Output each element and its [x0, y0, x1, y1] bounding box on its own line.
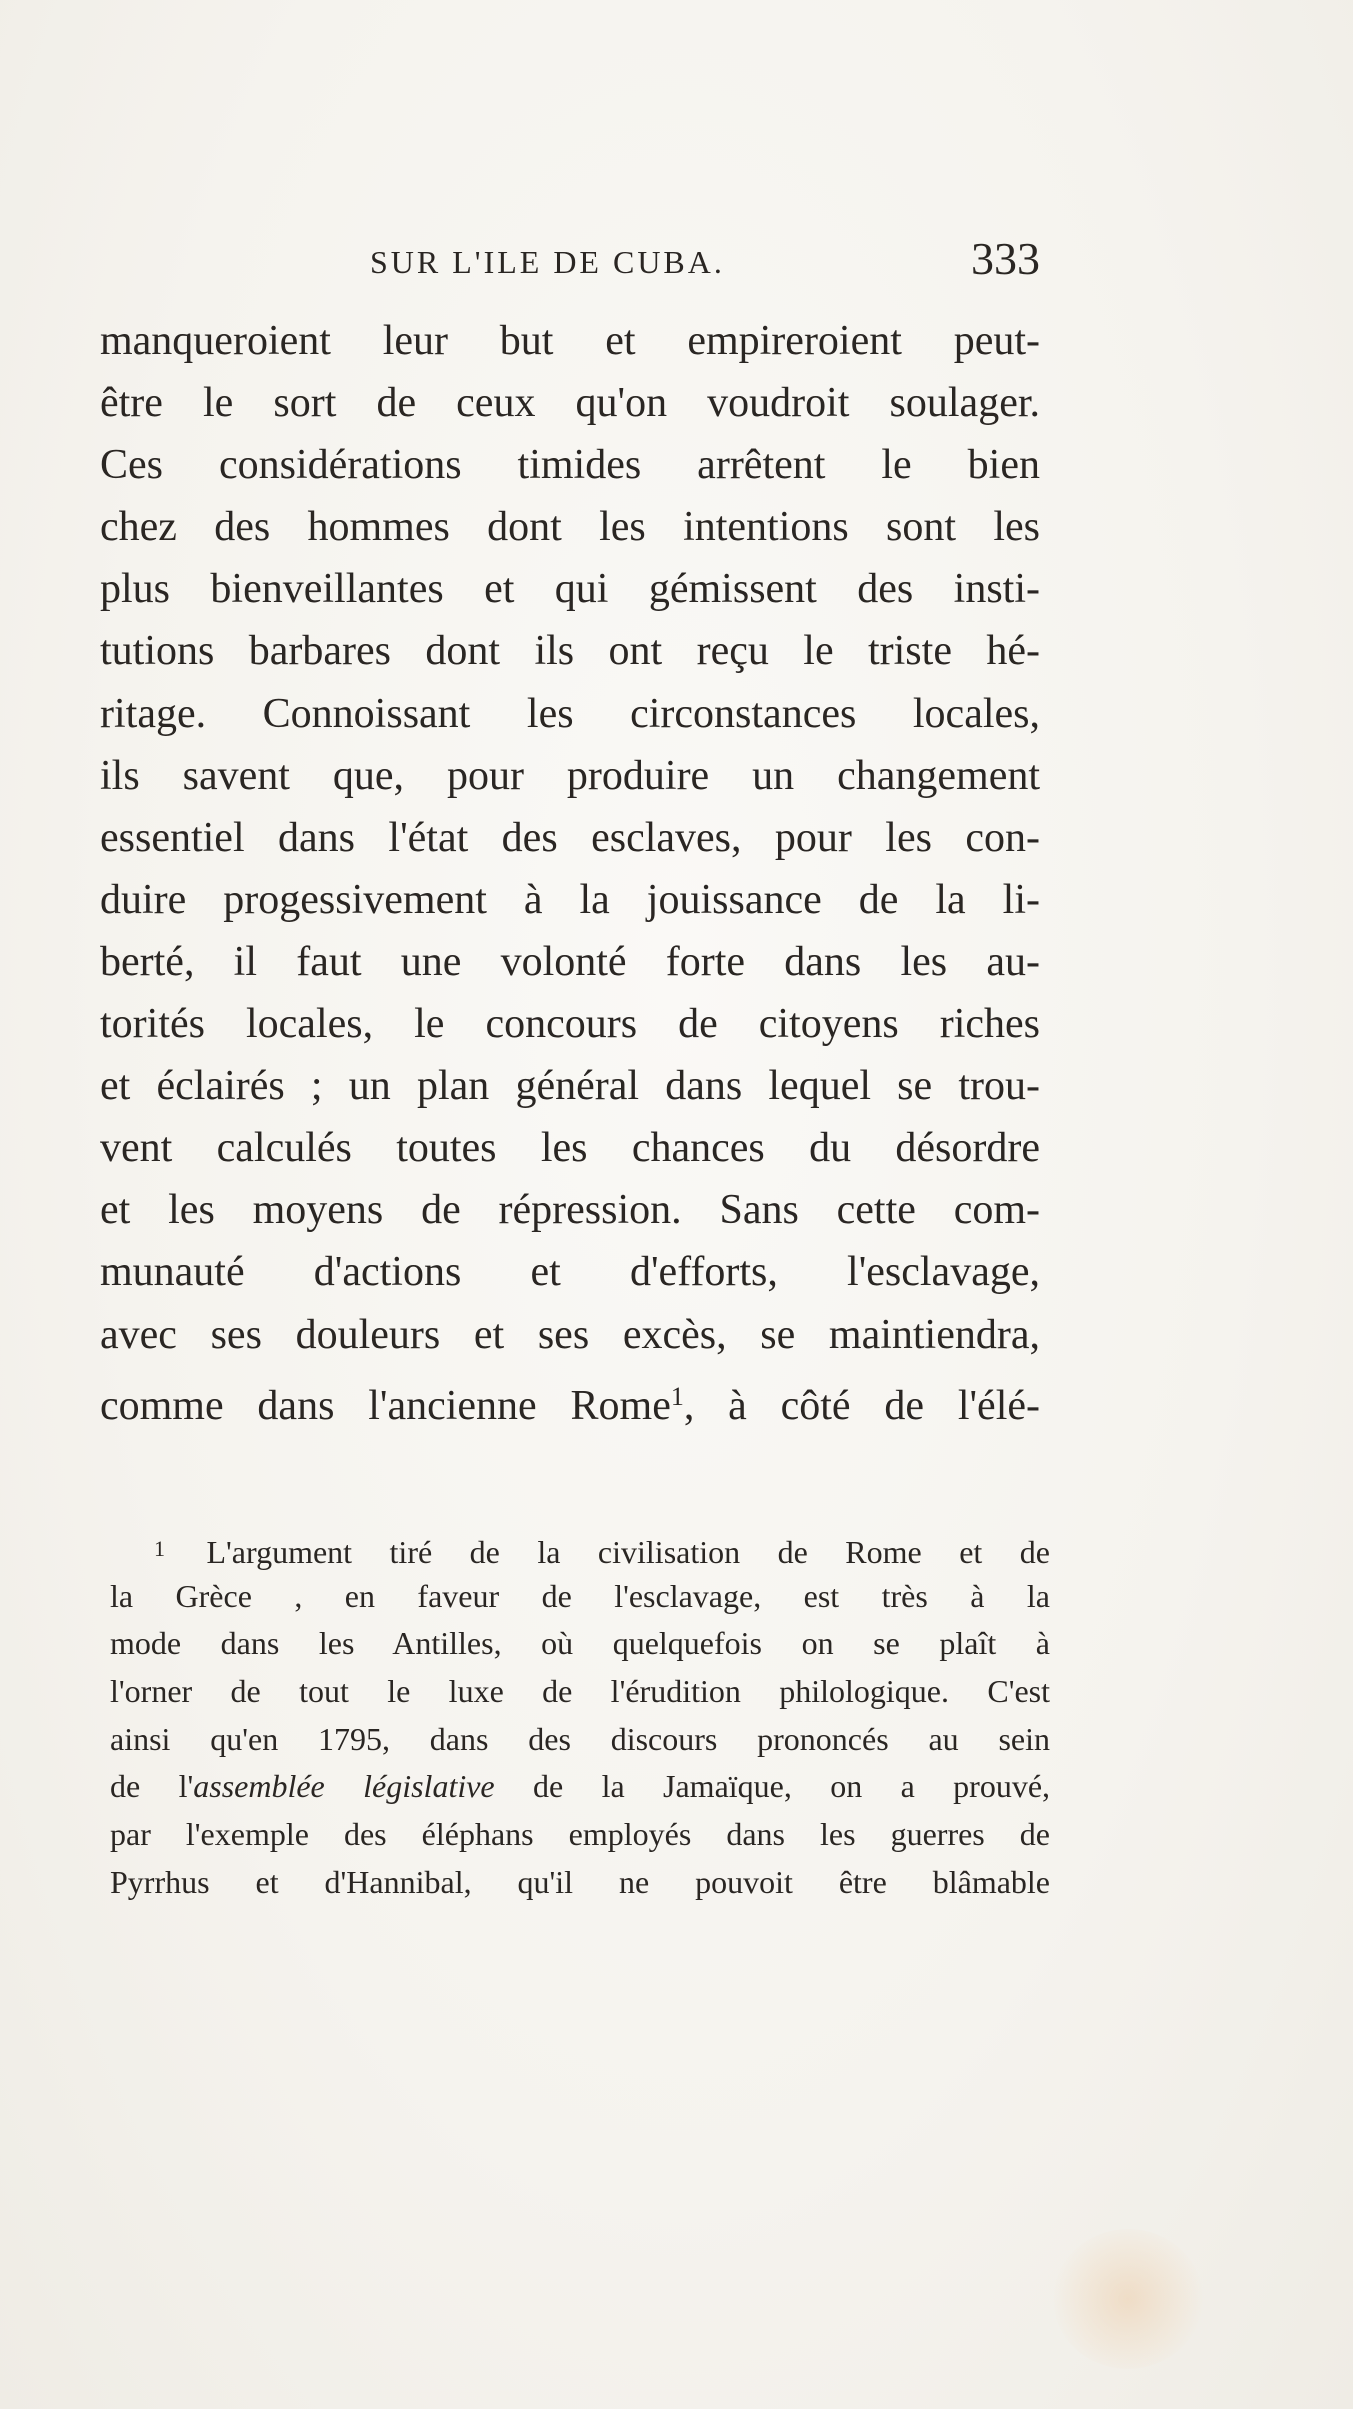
- text-line: torités locales, le concours de citoyens riches: [100, 1001, 1040, 1048]
- text-line: duire progessivement à la jouissance de la li-: [100, 876, 1040, 923]
- text-line: ritage. Connoissant les circonstances locales,: [100, 690, 1040, 737]
- footnote-line: par l'exemple des éléphans employés dans les guerres de: [110, 1816, 1050, 1853]
- running-head: SUR L'ILE DE CUBA.: [370, 244, 725, 280]
- text-line: vent calculés toutes les chances du désordre: [100, 1125, 1040, 1172]
- page-header: [100, 232, 1040, 292]
- text-line: ils savent que, pour produire un changement: [100, 752, 1040, 799]
- italic-term: assemblée législative: [193, 1768, 495, 1805]
- text-line: être le sort de ceux qu'on voudroit soulager.: [100, 380, 1040, 427]
- text-line: berté, il faut une volonté forte dans les au-: [100, 938, 1040, 985]
- footnote-line: [110, 1763, 1050, 1811]
- footnote-line: ainsi qu'en 1795, dans des discours prononcés au sein: [110, 1720, 1050, 1757]
- footnote-line: l'orner de tout le luxe de l'érudition philologique. C'est: [110, 1673, 1050, 1710]
- text-line: Ces considérations timides arrêtent le bien: [100, 442, 1040, 489]
- footnote-line: la Grèce , en faveur de l'esclavage, est très à la: [110, 1577, 1050, 1614]
- footnote-line: mode dans les Antilles, où quelquefois on se plaît à: [110, 1625, 1050, 1662]
- text-segment: comme dans l'ancienne Rome: [100, 1382, 671, 1429]
- text-segment: , à côté de l'élé-: [683, 1382, 1040, 1429]
- text-line: et les moyens de répression. Sans cette com-: [100, 1187, 1040, 1234]
- footnote-reference: 1: [670, 1381, 684, 1411]
- page-number: 333: [971, 233, 1040, 284]
- footnote-text: L'argument tiré de la civilisation de Rome et de: [206, 1534, 1051, 1570]
- footnote-text: de l': [110, 1768, 194, 1805]
- text-line: et éclairés ; un plan général dans lequel se trou-: [100, 1063, 1040, 1110]
- text-line: plus bienveillantes et qui gémissent des insti-: [100, 566, 1040, 613]
- text-line: avec ses douleurs et ses excès, se maintiendra,: [100, 1311, 1040, 1358]
- text-line-last: [100, 1366, 1040, 1428]
- footnote: [110, 1525, 1050, 1907]
- paper-stain: [1053, 2229, 1203, 2369]
- text-line: tutions barbares dont ils ont reçu le triste hé-: [100, 628, 1040, 675]
- footnote-line: Pyrrhus et d'Hannibal, qu'il ne pouvoit être blâmable: [110, 1863, 1050, 1900]
- footnote-text: de la Jamaïque, on a prouvé,: [494, 1768, 1051, 1805]
- text-line: manqueroient leur but et empireroient peut-: [100, 318, 1040, 364]
- text-line: chez des hommes dont les intentions sont les: [100, 504, 1040, 551]
- footnote-line: [110, 1525, 1050, 1573]
- footnote-mark: 1: [154, 1536, 165, 1561]
- text-line: munauté d'actions et d'efforts, l'esclavage,: [100, 1249, 1040, 1296]
- text-line: essentiel dans l'état des esclaves, pour les con-: [100, 814, 1040, 861]
- main-text: [100, 310, 1040, 1428]
